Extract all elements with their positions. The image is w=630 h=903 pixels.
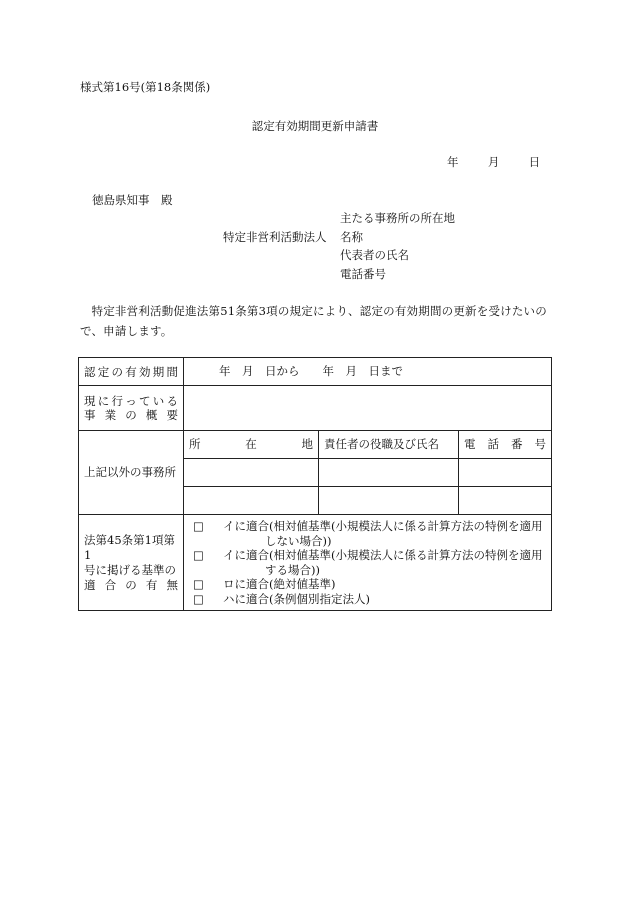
period-value: 年 月 日から 年 月 日まで: [184, 358, 552, 386]
date-year: 年: [447, 155, 459, 169]
application-statement: 特定非営利活動促進法第51条第3項の規定により、認定の有効期間の更新を受けたいので、申請します。: [80, 304, 547, 338]
criteria-label-line1: 法第45条第1項第1: [84, 532, 175, 562]
date-month: 月: [487, 155, 500, 169]
activities-label: [79, 386, 184, 431]
form-number: 様式第16号(第18条関係): [80, 80, 211, 94]
addressee: 徳島県知事 殿: [92, 193, 173, 207]
application-table: [78, 357, 552, 611]
applicant-label: 特定非営利活動法人: [223, 230, 327, 244]
applicant-fields: [340, 211, 455, 285]
criteria-label-line3: 適合の有無: [84, 577, 178, 592]
criteria-options: [184, 515, 552, 611]
office-phone-cell[interactable]: [459, 459, 552, 487]
criteria-option[interactable]: [189, 592, 546, 607]
activities-value[interactable]: [184, 386, 552, 431]
office-manager-cell[interactable]: [319, 487, 459, 515]
applicant-phone-label: 電話番号: [340, 266, 386, 281]
criteria-label-line2: 号に掲げる基準の: [84, 562, 176, 577]
criteria-label: [79, 515, 184, 611]
activities-label-line2: 事業の概要: [84, 408, 178, 422]
applicant-block: [0, 211, 630, 285]
criteria-option[interactable]: [189, 577, 546, 592]
office-manager-cell[interactable]: [319, 459, 459, 487]
checkbox-icon[interactable]: □: [193, 548, 204, 562]
period-label: 認定の有効期間: [79, 358, 184, 386]
criteria-option-text: ロに適合(絶対値基準): [223, 577, 336, 591]
office-location-cell[interactable]: [184, 459, 319, 487]
office-phone-header: 電話番号: [459, 431, 552, 459]
document-title: 認定有効期間更新申請書: [251, 119, 379, 133]
checkbox-icon[interactable]: □: [193, 591, 204, 606]
applicant-address-label: 主たる事務所の所在地: [340, 211, 455, 225]
office-phone-cell[interactable]: [459, 487, 552, 515]
date-day: 日: [528, 155, 541, 169]
office-manager-header: 責任者の役職及び氏名: [319, 431, 459, 459]
applicant-representative-label: 代表者の氏名: [340, 248, 409, 263]
checkbox-icon[interactable]: □: [193, 519, 204, 533]
applicant-name-label: 名称: [340, 229, 363, 244]
criteria-option[interactable]: [189, 519, 546, 548]
checkbox-icon[interactable]: □: [193, 577, 204, 591]
criteria-option[interactable]: [189, 548, 546, 577]
date-line: [447, 155, 540, 171]
other-offices-label: 上記以外の事務所: [79, 431, 184, 515]
criteria-option-text: イに適合(相対値基準(小規模法人に係る計算方法の特例を適用: [223, 519, 543, 533]
criteria-option-text: ハに適合(条例個別指定法人): [223, 591, 370, 606]
office-location-header: 所在地: [184, 431, 319, 459]
criteria-option-text: イに適合(相対値基準(小規模法人に係る計算方法の特例を適用: [223, 548, 543, 562]
criteria-option-text-cont: する場合)): [265, 562, 320, 577]
activities-label-line1: 現に行っている: [84, 394, 178, 408]
criteria-option-text-cont: しない場合)): [265, 533, 332, 548]
office-location-cell[interactable]: [184, 487, 319, 515]
